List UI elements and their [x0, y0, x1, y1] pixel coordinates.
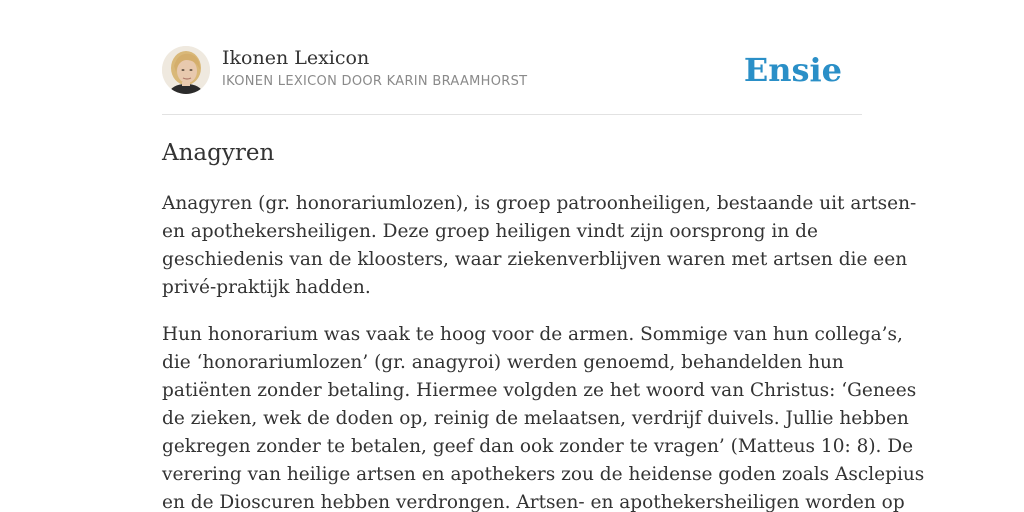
- author-name[interactable]: Ikonen Lexicon: [222, 47, 370, 69]
- paragraph-line: en de Dioscuren hebben verdrongen. Artsen- en apothekersheiligen worden op: [162, 492, 905, 512]
- paragraph-line: privé-praktijk hadden.: [162, 277, 371, 298]
- paragraph-line: en apothekersheiligen. Deze groep heiligen vindt zijn oorsprong in de: [162, 221, 818, 242]
- article-body: [162, 190, 925, 512]
- page-title: Anagyren: [162, 140, 275, 166]
- paragraph-line: patiënten zonder betaling. Hiermee volgden ze het woord van Christus: ‘Genees: [162, 380, 917, 401]
- paragraph: [162, 190, 917, 302]
- paragraph-line: geschiedenis van de kloosters, waar ziekenverblijven waren met artsen die een: [162, 249, 908, 270]
- paragraph-line: gekregen zonder te betalen, geef dan ook zonder te vragen’ (Matteus 10: 8). De: [162, 436, 914, 457]
- paragraph-line: die ‘honorariumlozen’ (gr. anagyroi) werden genoemd, behandelden hun: [162, 352, 844, 373]
- author-subtitle[interactable]: IKONEN LEXICON DOOR KARIN BRAAMHORST: [222, 74, 528, 89]
- paragraph-line: Hun honorarium was vaak te hoog voor de armen. Sommige van hun collega’s,: [162, 324, 903, 345]
- author-portrait-icon: [162, 46, 210, 94]
- site-header: [162, 46, 862, 115]
- paragraph: [162, 321, 925, 512]
- paragraph-line: verering van heilige artsen en apothekers zou de heidense goden zoals Asclepius: [162, 464, 925, 485]
- paragraph-line: Anagyren (gr. honorariumlozen), is groep patroonheiligen, bestaande uit artsen-: [162, 193, 917, 214]
- brand-logo[interactable]: Ensie: [743, 51, 842, 89]
- author-avatar[interactable]: [162, 46, 210, 94]
- paragraph-line: de zieken, wek de doden op, reinig de melaatsen, verdrijf duivels. Jullie hebben: [162, 408, 909, 429]
